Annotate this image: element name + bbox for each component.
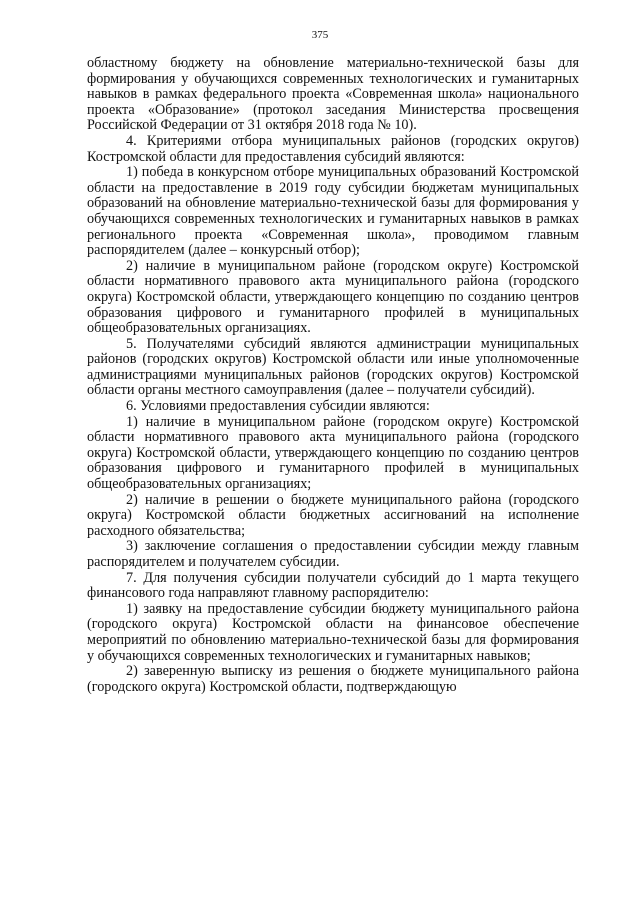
paragraph-item-7-2: 2) заверенную выписку из решения о бюджете муниципального района (городского округа) Костромской области, подтверждающую — [87, 663, 579, 695]
paragraph-item-6-1: 1) наличие в муниципальном районе (городском округе) Костромской области нормативного правового акта муниципального района (городского округа) Костромской области, утверждающего концепцию по созданию центров образования цифрового и гуманитарного профилей в муниципальных общеобразовательных организациях; — [87, 413, 579, 493]
page-number: 375 — [311, 29, 329, 41]
paragraph-item-4-2: 2) наличие в муниципальном районе (городском округе) Костромской области нормативного правового акта муниципального района (городского округа) Костромской области, утверждающего концепцию по созданию центров образования цифрового и гуманитарного профилей в муниципальных общеобразовательных организациях. — [87, 257, 579, 337]
paragraph-item-6: 6. Условиями предоставления субсидии являются: — [126, 398, 430, 415]
paragraph-item-4-1: 1) победа в конкурсном отборе муниципальных образований Костромской области на предоставление в 2019 году субсидии бюджетам муниципальных образований на обновление материально-технической базы для формирования у обучающихся современных технологических и гуманитарных навыков в рамках регионального проекта «Современная школа», проводимом главным распорядителем (далее – конкурсный отбор); — [87, 164, 579, 259]
paragraph-item-4: 4. Критериями отбора муниципальных районов (городских округов) Костромской области для предоставления субсидий являются: — [87, 132, 579, 165]
body-text — [87, 56, 579, 695]
paragraph-continuation: областному бюджету на обновление материально-технической базы для формирования у обучающихся современных технологических и гуманитарных навыков в рамках федерального проекта «Современная школа» национального проекта «Образование» (протокол заседания Министерства просвещения Российской Федерации от 31 октября 2018 года № 10). — [87, 55, 579, 134]
paragraph-item-7-1: 1) заявку на предоставление субсидии бюджету муниципального района (городского округа) Костромской области на финансовое обеспечение мероприятий по обновлению материально-технической базы для формирования у обучающихся современных технологических и гуманитарных навыков; — [87, 600, 579, 664]
paragraph-item-6-3: 3) заключение соглашения о предоставлении субсидии между главным распорядителем и получателем субсидии. — [87, 538, 579, 570]
paragraph-item-7: 7. Для получения субсидии получатели субсидий до 1 марта текущего финансового года направляют главному распорядителю: — [87, 569, 579, 602]
paragraph-item-5: 5. Получателями субсидий являются администрации муниципальных районов (городских округов) Костромской области или иные уполномоченные администрациями муниципальных районов (городских округов) Костромской области органы местного самоуправления (далее – получатели субсидий). — [87, 335, 579, 399]
paragraph-item-6-2: 2) наличие в решении о бюджете муниципального района (городского округа) Костромской области бюджетных ассигнований на исполнение расходного обязательства; — [87, 491, 579, 539]
